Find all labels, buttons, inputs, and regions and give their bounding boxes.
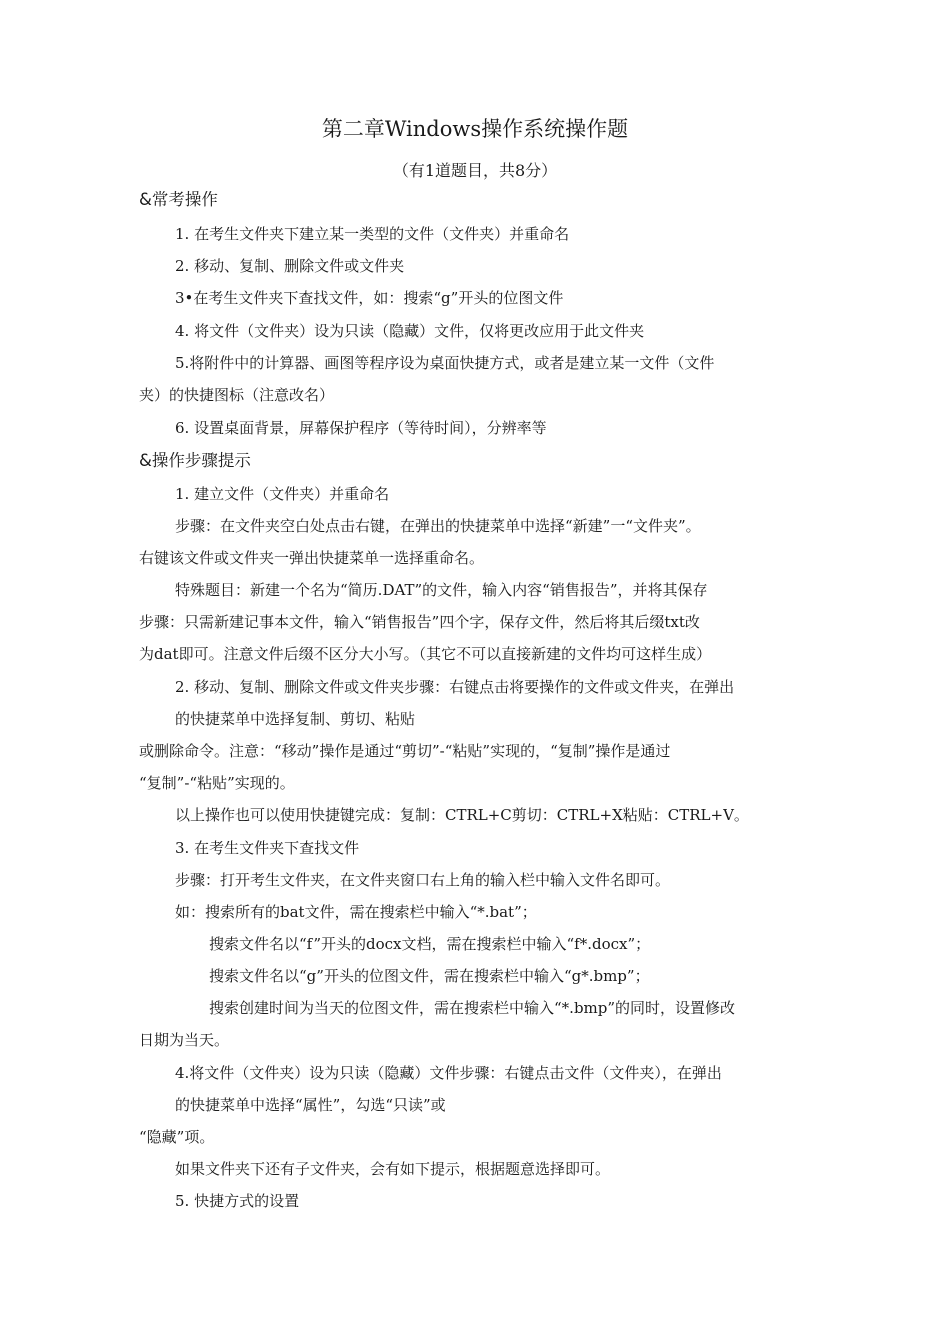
paragraph-line: 步骤：只需新建记事本文件，输入“销售报告”四个字，保存文件，然后将其后缀txt改	[139, 613, 700, 631]
paragraph-line: 或删除命令。注意：“移动”操作是通过“剪切”-“粘贴”实现的，“复制”操作是通过	[139, 742, 671, 760]
paragraph-line: 日期为当天。	[139, 1031, 230, 1049]
paragraph-line: 如：搜索所有的bat文件，需在搜索栏中输入“*.bat”；	[175, 903, 537, 921]
paragraph-line: 的快捷菜单中选择“属性”，勾选“只读”或	[175, 1096, 446, 1114]
list-item-continuation: 夹）的快捷图标（注意改名）	[139, 386, 335, 404]
paragraph-line: 步骤：在文件夹空白处点击右键，在弹出的快捷菜单中选择“新建”一“文件夹”。	[175, 517, 701, 535]
paragraph-line: 3. 在考生文件夹下查找文件	[175, 839, 360, 857]
paragraph-line: 2. 移动、复制、删除文件或文件夹步骤：右键点击将要操作的文件或文件夹，在弹出	[175, 678, 735, 696]
paragraph-line: 搜索文件名以“g”开头的位图文件，需在搜索栏中输入“g*.bmp”；	[209, 967, 650, 985]
paragraph-line: 步骤：打开考生文件夹，在文件夹窗口右上角的输入栏中输入文件名即可。	[175, 871, 671, 889]
paragraph-line: 如果文件夹下还有子文件夹，会有如下提示，根据题意选择即可。	[175, 1160, 611, 1178]
paragraph-line: “复制”-“粘贴”实现的。	[139, 774, 295, 792]
section-heading-operation-steps: &操作步骤提示	[139, 451, 251, 470]
paragraph-line: 搜索创建时间为当天的位图文件，需在搜索栏中输入“*.bmp”的同时，设置修改	[209, 999, 736, 1017]
list-item: 5.将附件中的计算器、画图等程序设为桌面快捷方式，或者是建立某一文件（文件	[175, 354, 715, 372]
list-item: 3•在考生文件夹下查找文件，如：搜索“g”开头的位图文件	[175, 289, 564, 307]
paragraph-line: 5. 快捷方式的设置	[175, 1192, 300, 1210]
list-item: 1. 在考生文件夹下建立某一类型的文件（文件夹）并重命名	[175, 225, 570, 243]
list-item: 6. 设置桌面背景，屏幕保护程序（等待时间），分辨率等	[175, 419, 547, 437]
paragraph-line: 4.将文件（文件夹）设为只读（隐藏）文件步骤：右键点击文件（文件夹），在弹出	[175, 1064, 722, 1082]
paragraph-line: 特殊题目：新建一个名为“简历.DAT”的文件，输入内容“销售报告”，并将其保存	[175, 581, 708, 599]
document-title: 第二章Windows操作系统操作题	[321, 117, 629, 141]
paragraph-line: 1. 建立文件（文件夹）并重命名	[175, 485, 390, 503]
list-item: 4. 将文件（文件夹）设为只读（隐藏）文件，仅将更改应用于此文件夹	[175, 322, 645, 340]
paragraph-line: 右键该文件或文件夹一弹出快捷菜单一选择重命名。	[139, 549, 485, 567]
document-subtitle: （有1道题目，共8分）	[392, 161, 558, 180]
paragraph-line: 搜索文件名以“f”开头的docx文档，需在搜索栏中输入“f*.docx”；	[209, 935, 651, 953]
paragraph-line: 为dat即可。注意文件后缀不区分大小写。（其它不可以直接新建的文件均可这样生成）	[139, 645, 712, 663]
paragraph-line: “隐藏”项。	[139, 1128, 215, 1146]
paragraph-line: 的快捷菜单中选择复制、剪切、粘贴	[175, 710, 416, 728]
section-heading-common-operations: &常考操作	[139, 190, 218, 209]
paragraph-line: 以上操作也可以使用快捷键完成：复制：CTRL+C剪切：CTRL+X粘贴：CTRL+V。	[175, 806, 749, 824]
list-item: 2. 移动、复制、删除文件或文件夹	[175, 257, 405, 275]
